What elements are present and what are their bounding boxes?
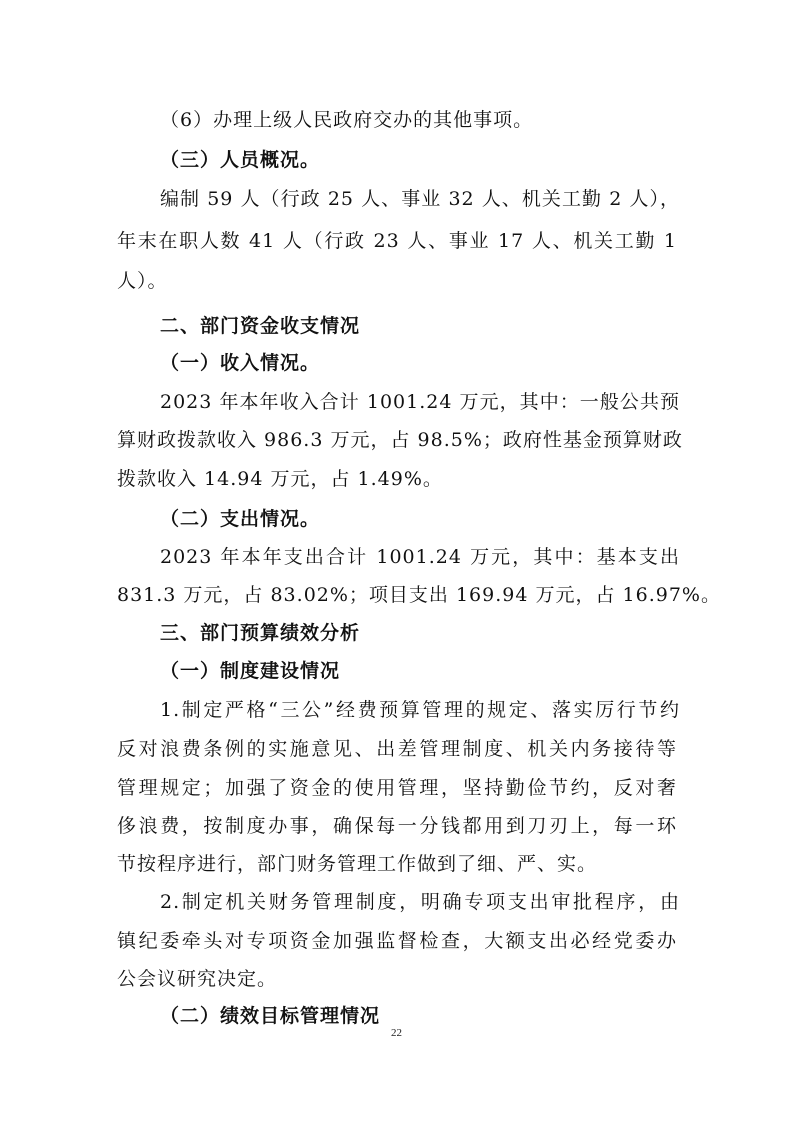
section-heading: （二）支出情况。 — [160, 508, 321, 530]
text-line: 管理规定；加强了资金的使用管理，坚持勤俭节约，反对奢 — [117, 777, 677, 799]
section-heading: （一）收入情况。 — [160, 352, 321, 374]
text-line: 2023 年本年收入合计 1001.24 万元，其中：一般公共预 — [160, 391, 680, 413]
text-line: （6）办理上级人民政府交办的其他事项。 — [160, 109, 534, 131]
text-line: 镇纪委牵头对专项资金加强监督检查，大额支出必经党委办 — [117, 930, 677, 952]
text-line: 节按程序进行，部门财务管理工作做到了细、严、实。 — [117, 853, 598, 875]
page-number: 22 — [391, 1027, 402, 1039]
text-line: 编制 59 人（行政 25 人、事业 32 人、机关工勤 2 人）， — [160, 188, 680, 210]
text-line: 算财政拨款收入 986.3 万元，占 98.5%；政府性基金预算财政 — [117, 429, 683, 451]
text-line: 拨款收入 14.94 万元，占 1.49%。 — [117, 468, 443, 490]
section-heading: （一）制度建设情况 — [160, 660, 341, 682]
text-line: 831.3 万元，占 83.02%；项目支出 169.94 万元，占 16.97%。 — [117, 584, 721, 606]
text-line: 1.制定严格“三公”经费预算管理的规定、落实厉行节约 — [160, 699, 680, 721]
text-line: 公会议研究决定。 — [117, 968, 278, 990]
text-line: 2.制定机关财务管理制度，明确专项支出审批程序，由 — [160, 891, 680, 913]
section-heading: 二、部门资金收支情况 — [160, 315, 361, 337]
section-heading: （三）人员概况。 — [160, 149, 321, 171]
section-heading: （二）绩效目标管理情况 — [160, 1005, 381, 1027]
text-line: 侈浪费，按制度办事，确保每一分钱都用到刀刃上，每一环 — [117, 815, 677, 837]
text-line: 反对浪费条例的实施意见、出差管理制度、机关内务接待等 — [117, 738, 677, 760]
text-line: 人）。 — [117, 270, 168, 292]
text-line: 年末在职人数 41 人（行政 23 人、事业 17 人、机关工勤 1 — [117, 230, 677, 252]
text-line: 2023 年本年支出合计 1001.24 万元，其中：基本支出 — [160, 546, 680, 568]
section-heading: 三、部门预算绩效分析 — [160, 622, 361, 644]
